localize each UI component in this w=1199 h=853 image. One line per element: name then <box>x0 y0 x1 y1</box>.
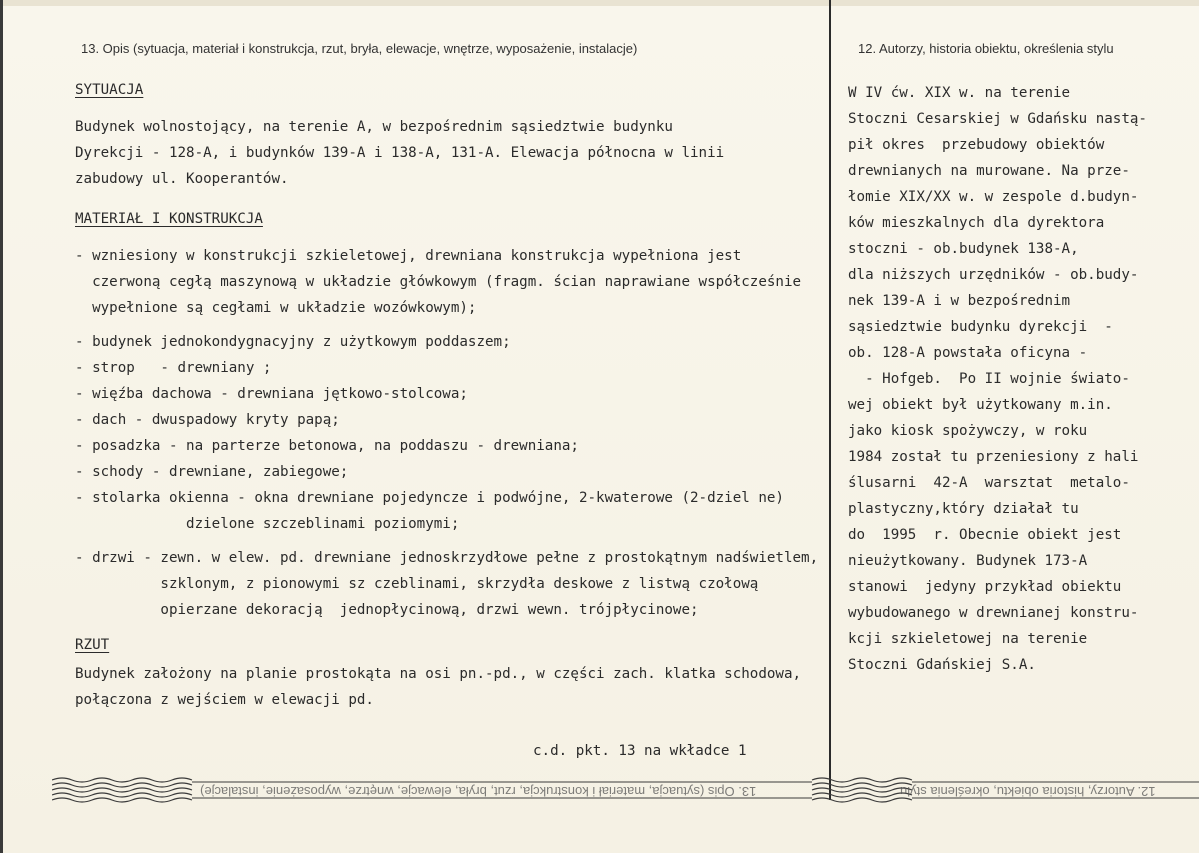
material-line: - strop - drewniany ; <box>75 360 272 376</box>
material-line: - drzwi - zewn. w elew. pd. drewniane jednoskrzydłowe pełne z prostokątnym nadświetlem, <box>75 550 819 566</box>
left-border <box>0 0 3 853</box>
history-line: nieużytkowany. Budynek 173-A <box>848 553 1088 569</box>
continuation-note: c.d. pkt. 13 na wkładce 1 <box>533 743 747 759</box>
history-line: nek 139-A i w bezpośrednim <box>848 293 1071 309</box>
material-line: - dach - dwuspadowy kryty papą; <box>75 412 340 428</box>
material-heading: MATERIAŁ I KONSTRUKCJA <box>75 211 263 227</box>
history-line: dla niższych urzędników - ob.budy- <box>848 267 1139 283</box>
history-line: do 1995 r. Obecnie obiekt jest <box>848 527 1122 543</box>
sytuacja-heading: SYTUACJA <box>75 82 144 98</box>
history-line: jako kiosk spożywczy, w roku <box>848 423 1088 439</box>
bleed-through-right-header: 12. Autorzy, historia obiektu, określenia stylu <box>900 784 1156 799</box>
history-line: plastyczny,który działał tu <box>848 501 1079 517</box>
history-line: Stoczni Cesarskiej w Gdańsku nastą- <box>848 111 1147 127</box>
history-line: Stoczni Gdańskiej S.A. <box>848 657 1036 673</box>
history-line: wej obiekt był użytkowany m.in. <box>848 397 1113 413</box>
history-line: 1984 został tu przeniesiony z hali <box>848 449 1139 465</box>
rzut-heading: RZUT <box>75 637 110 653</box>
left-column-header: 13. Opis (sytuacja, materiał i konstrukcja, rzut, bryła, elewacje, wnętrze, wyposażenie, instalacje) <box>81 41 638 56</box>
bleed-through-left-header: 13. Opis (sytuacja, materiał i konstrukcja, rzut, bryła, elewacje, wnętrze, wyposażenie, instalacje) <box>200 784 757 799</box>
material-line: wypełnione są cegłami w układzie wozówkowym); <box>75 300 477 316</box>
history-line: kcji szkieletowej na terenie <box>848 631 1088 647</box>
history-line: wybudowanego w drewnianej konstru- <box>848 605 1139 621</box>
history-line: - Hofgeb. Po II wojnie świato- <box>848 371 1130 387</box>
material-line: - budynek jednokondygnacyjny z użytkowym poddaszem; <box>75 334 511 350</box>
history-line: stoczni - ob.budynek 138-A, <box>848 241 1079 257</box>
history-line: łomie XIX/XX w. w zespole d.budyn- <box>848 189 1139 205</box>
material-line: szklonym, z pionowymi sz czeblinami, skrzydła deskowe z listwą czołową <box>75 576 759 592</box>
top-edge <box>0 0 1199 6</box>
history-line: pił okres przebudowy obiektów <box>848 137 1105 153</box>
material-line: - więźba dachowa - drewniana jętkowo-stolcowa; <box>75 386 468 402</box>
material-line: - schody - drewniane, zabiegowe; <box>75 464 349 480</box>
material-line: - stolarka okienna - okna drewniane pojedyncze i podwójne, 2-kwaterowe (2-dziel ne) <box>75 490 784 506</box>
history-line: sąsiedztwie budynku dyrekcji - <box>848 319 1113 335</box>
sytuacja-line: Dyrekcji - 128-A, i budynków 139-A i 138-A, 131-A. Elewacja północna w linii <box>75 145 725 161</box>
material-line: dzielone szczeblinami poziomymi; <box>75 516 460 532</box>
rzut-line: połączona z wejściem w elewacji pd. <box>75 692 374 708</box>
sytuacja-line: Budynek wolnostojący, na terenie A, w bezpośrednim sąsiedztwie budynku <box>75 119 673 135</box>
history-line: ob. 128-A powstała oficyna - <box>848 345 1088 361</box>
sytuacja-line: zabudowy ul. Kooperantów. <box>75 171 289 187</box>
history-line: drewnianych na murowane. Na prze- <box>848 163 1130 179</box>
material-line: czerwoną cegłą maszynową w układzie główkowym (fragm. ścian naprawiane współcześnie <box>75 274 802 290</box>
material-line: - wzniesiony w konstrukcji szkieletowej, drewniana konstrukcja wypełniona jest <box>75 248 742 264</box>
history-line: W IV ćw. XIX w. na terenie <box>848 85 1071 101</box>
history-line: ków mieszkalnych dla dyrektora <box>848 215 1105 231</box>
rzut-line: Budynek założony na planie prostokąta na osi pn.-pd., w części zach. klatka schodowa, <box>75 666 802 682</box>
history-line: stanowi jedyny przykład obiektu <box>848 579 1122 595</box>
material-line: opierzane dekoracją jednopłycinową, drzwi wewn. trójpłycinowe; <box>75 602 699 618</box>
right-column-header: 12. Autorzy, historia obiektu, określenia stylu <box>858 41 1114 56</box>
column-divider <box>829 0 831 800</box>
history-line: ślusarni 42-A warsztat metalo- <box>848 475 1130 491</box>
material-line: - posadzka - na parterze betonowa, na poddaszu - drewniana; <box>75 438 579 454</box>
